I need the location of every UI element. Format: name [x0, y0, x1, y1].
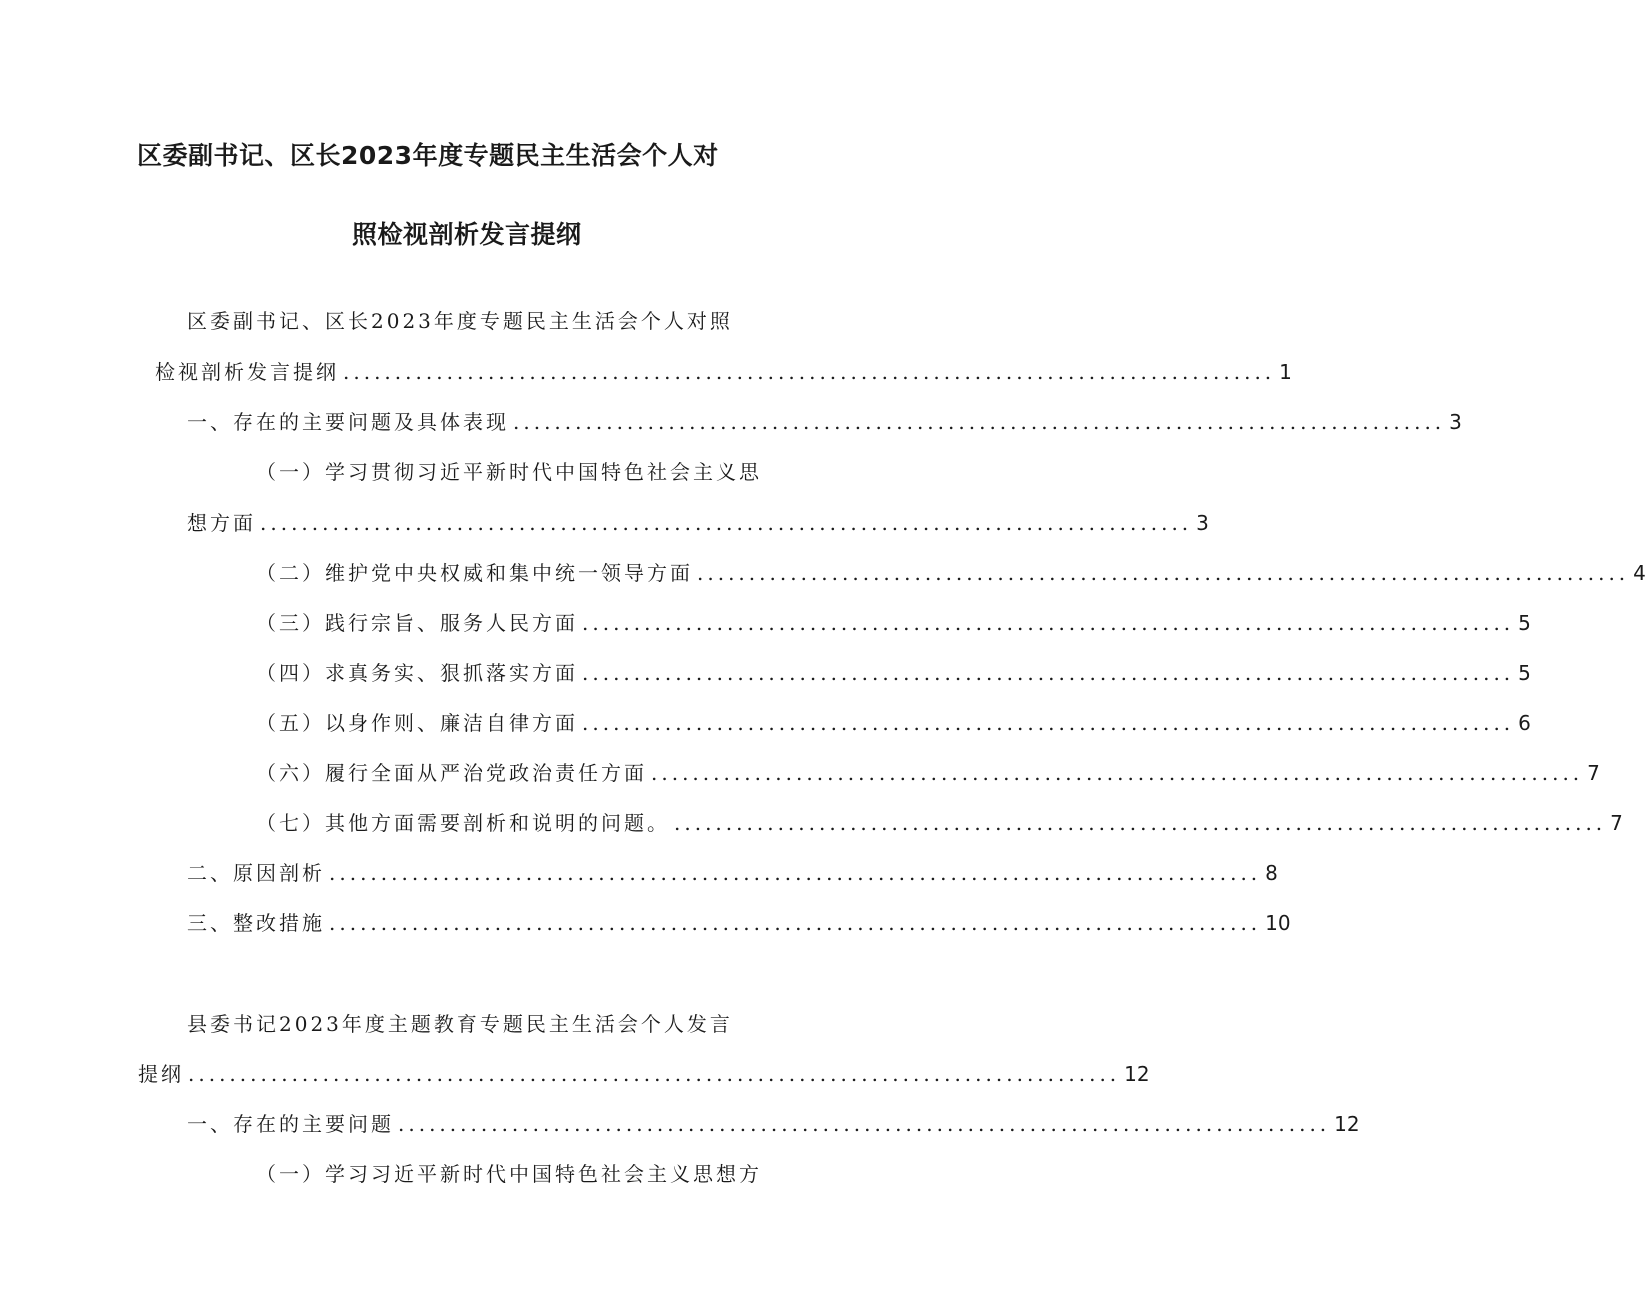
toc-page-number: 6: [1518, 711, 1531, 735]
document-title-line-1: 区委副书记、区长2023年度专题民主生活会个人对: [137, 141, 719, 170]
toc-leader-dots: ..........................................................................................: [398, 1112, 1331, 1136]
toc-entry-heading: （一）学习贯彻习近平新时代中国特色社会主义思: [256, 460, 762, 484]
document-title-line-2: 照检视剖析发言提纲: [352, 220, 582, 249]
toc-entry[interactable]: [187, 406, 1462, 438]
toc-leader-dots: ..........................................................................................: [582, 711, 1515, 735]
toc-entry[interactable]: [256, 557, 1646, 589]
toc-leader-dots: ..........................................................................................: [343, 360, 1276, 384]
toc-entry-text: 想方面: [187, 511, 256, 535]
toc-entry[interactable]: [256, 757, 1600, 789]
toc-entry[interactable]: [256, 807, 1623, 839]
toc-leader-dots: ..........................................................................................: [260, 511, 1193, 535]
toc-entry-heading: 县委书记2023年度主题教育专题民主生活会个人发言: [187, 1012, 733, 1036]
toc-leader-dots: ..........................................................................................: [582, 611, 1515, 635]
toc-page-number: 7: [1610, 811, 1623, 835]
toc-page-number: 1: [1279, 360, 1292, 384]
toc-entry[interactable]: [187, 857, 1278, 889]
toc-leader-dots: ..........................................................................................: [674, 811, 1607, 835]
toc-entry-text: （二）维护党中央权威和集中统一领导方面: [256, 561, 693, 585]
toc-page-number: 5: [1518, 661, 1531, 685]
toc-entry[interactable]: [187, 1108, 1360, 1140]
toc-page-number: 5: [1518, 611, 1531, 635]
toc-entry-text: 一、存在的主要问题及具体表现: [187, 410, 509, 434]
toc-leader-dots: ..........................................................................................: [651, 761, 1584, 785]
toc-entry[interactable]: [256, 607, 1531, 639]
toc-entry-text: （六）履行全面从严治党政治责任方面: [256, 761, 647, 785]
toc-entry-text: 检视剖析发言提纲: [155, 360, 339, 384]
toc-entry-text: （四）求真务实、狠抓落实方面: [256, 661, 578, 685]
toc-leader-dots: ..........................................................................................: [513, 410, 1446, 434]
toc-page-number: 7: [1587, 761, 1600, 785]
toc-leader-dots: ..........................................................................................: [329, 861, 1262, 885]
toc-entry-text: 提纲: [138, 1062, 184, 1086]
toc-entry-text: （三）践行宗旨、服务人民方面: [256, 611, 578, 635]
toc-entry[interactable]: [187, 907, 1291, 939]
toc-page-number: 12: [1334, 1112, 1360, 1136]
toc-entry-text: （七）其他方面需要剖析和说明的问题。: [256, 811, 670, 835]
toc-entry-text: 二、原因剖析: [187, 861, 325, 885]
toc-entry-text: 一、存在的主要问题: [187, 1112, 394, 1136]
toc-page-number: 8: [1265, 861, 1278, 885]
toc-entry[interactable]: [187, 507, 1209, 539]
toc-page-number: 12: [1124, 1062, 1150, 1086]
toc-leader-dots: ..........................................................................................: [329, 911, 1262, 935]
toc-page-number: 3: [1196, 511, 1209, 535]
toc-page-number: 10: [1265, 911, 1291, 935]
toc-entry[interactable]: [256, 707, 1531, 739]
toc-entry-text: （五）以身作则、廉洁自律方面: [256, 711, 578, 735]
toc-entry-text: 三、整改措施: [187, 911, 325, 935]
toc-leader-dots: ..........................................................................................: [188, 1062, 1121, 1086]
toc-entry[interactable]: [155, 356, 1292, 388]
toc-page-number: 4: [1633, 561, 1646, 585]
toc-entry-heading: 区委副书记、区长2023年度专题民主生活会个人对照: [187, 309, 733, 333]
toc-entry-heading: （一）学习习近平新时代中国特色社会主义思想方: [256, 1162, 762, 1186]
toc-entry[interactable]: [138, 1058, 1150, 1090]
toc-entry[interactable]: [256, 657, 1531, 689]
toc-leader-dots: ..........................................................................................: [697, 561, 1630, 585]
toc-page-number: 3: [1449, 410, 1462, 434]
toc-leader-dots: ..........................................................................................: [582, 661, 1515, 685]
